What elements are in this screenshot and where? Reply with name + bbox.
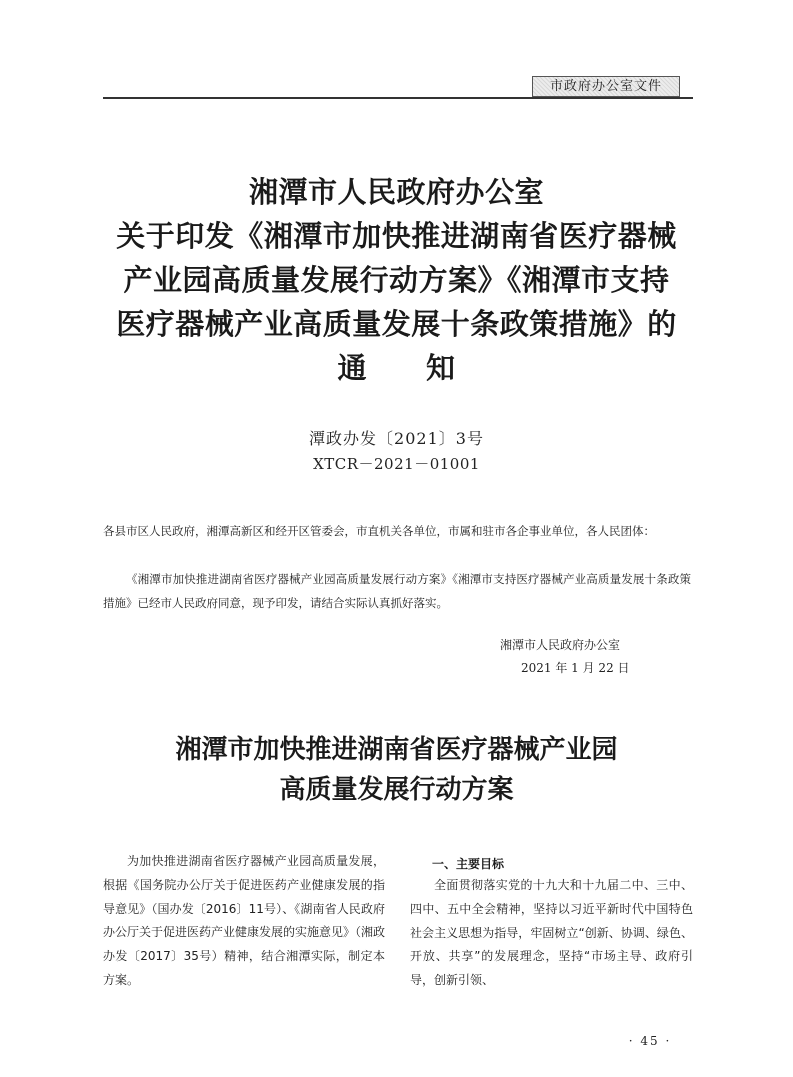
- signature-date: 2021 年 1 月 22 日: [521, 661, 630, 675]
- notice-title-line-2: 关于印发《湘潭市加快推进湖南省医疗器械: [116, 219, 677, 253]
- plan-title: [60, 730, 733, 810]
- notice-body: 《湘潭市加快推进湖南省医疗器械产业园高质量发展行动方案》《湘潭市支持医疗器械产业高质量发展十条政策措施》已经市人民政府同意，现予印发，请结合实际认真抓好落实。: [103, 572, 691, 610]
- notice-title-line-1: 湘潭市人民政府办公室: [248, 175, 544, 209]
- section-text: 全面贯彻落实党的十九大和十九届二中、三中、四中、五中全会精神，坚持以习近平新时代中国特色社会主义思想为指导，牢固树立“创新、协调、绿色、开放、共享”的发展理念，坚持“市场主导、政府引导，创新引领、: [410, 878, 693, 988]
- page-number: · 45 ·: [628, 1034, 672, 1048]
- notice-title-line-4: 医疗器械产业高质量发展十条政策措施》的: [116, 307, 677, 341]
- notice-title: [60, 170, 733, 390]
- notice-title-line-3: 产业园高质量发展行动方案》《湘潭市支持: [123, 263, 670, 297]
- notice-title-line-5: 通 知: [337, 351, 456, 385]
- signature-organization: 湘潭市人民政府办公室: [500, 638, 621, 652]
- plan-intro: 为加快推进湖南省医疗器械产业园高质量发展，根据《国务院办公厅关于促进医药产业健康发展的指导意见》（国办发〔2016〕11号）、《湖南省人民政府办公厅关于促进医药产业健康发展的实施意见》（湘政办发〔2017〕35号）精神，结合湘潭实际，制定本方案。: [103, 854, 386, 987]
- section-heading: 一、主要目标: [432, 857, 505, 871]
- header-rule: [103, 97, 693, 99]
- document-number: 潭政办发〔2021〕3号: [309, 429, 484, 448]
- plan-title-line-2: 高质量发展行动方案: [279, 775, 514, 805]
- plan-title-line-1: 湘潭市加快推进湖南省医疗器械产业园: [175, 735, 618, 765]
- document-code: XTCR－2021－01001: [313, 455, 480, 473]
- header-tag: 市政府办公室文件: [532, 76, 680, 97]
- addressees: 各县市区人民政府，湘潭高新区和经开区管委会，市直机关各单位，市属和驻市各企事业单位，各人民团体：: [103, 524, 655, 538]
